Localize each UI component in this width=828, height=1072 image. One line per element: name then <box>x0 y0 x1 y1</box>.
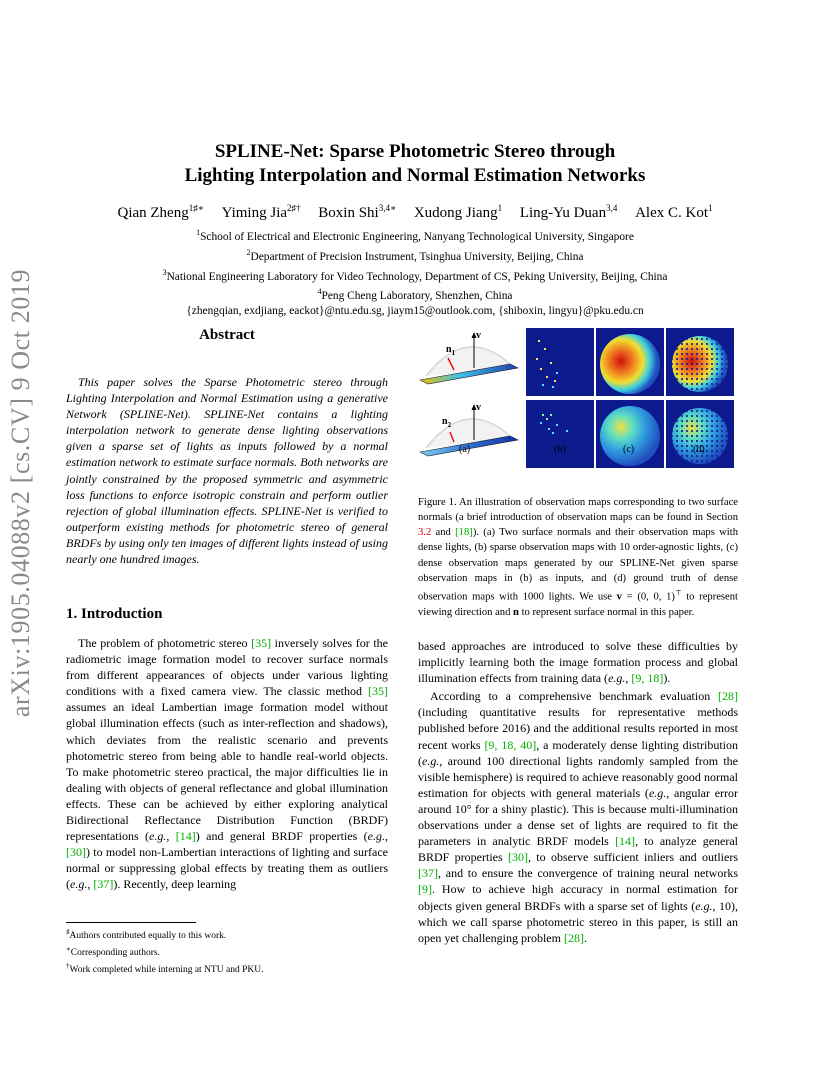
sparse-observation-map-bottom <box>526 400 594 468</box>
view-label-v: v <box>476 330 481 341</box>
dense-generated-map-top <box>596 328 664 396</box>
citation-link[interactable]: [9, 18, 40] <box>484 737 537 752</box>
author: Ling-Yu Duan$^{3,4}$ <box>519 203 618 221</box>
view-label-v2: v <box>476 402 481 413</box>
author-emails: {zhengqian, exdjiang, eackot}@ntu.edu.sg, jiaym15@outlook.com, {shiboxin, lingyu}@pku.edu.cn <box>186 305 644 318</box>
figure-1-caption: Figure 1. An illustration of observation maps corresponding to two surface normals (a brief introduction of observation maps can be found in Section 3.2 and [18]). (a) Two surface normals and their observation maps with dense lights, (b) sparse observation maps with 10 order-agnostic lights, (c) dense observation maps generated by our SPLINE-Net given sparse observation maps in (b) as inputs, and (d) ground truth of dense observation maps with 1000 lights. We use v = (0, 0, 1)⊤ to represent viewing direction and n to represent surface normal in this paper. <box>418 496 738 619</box>
author: Yiming Jia$^{2♯\dagger}$ <box>221 203 301 221</box>
citation-link[interactable]: [14] <box>615 834 636 849</box>
ground-truth-map-bottom <box>666 400 734 468</box>
intro-paragraph-continued: based approaches are introduced to solve these difficulties by implicitly learning both the image formation process and global illumination effects from training data (e.g., [9, 18]). <box>418 639 738 686</box>
citation-link[interactable]: [37] <box>418 866 438 881</box>
normal-label-n1: $n_1$ <box>446 344 456 357</box>
author-list <box>60 203 770 222</box>
figure-sublabel-c: (c) <box>623 444 635 455</box>
citation-link[interactable]: [37] <box>93 877 114 892</box>
abstract-text: This paper solves the Sparse Photometric stereo through Lighting Interpolation and Normal Estimation using a generative Network (SPLINE-Net). SPLINE-Net contains a lighting interpolation network to generate dense lighting observations given a sparse set of lights as inputs followed by a normal estimation network to estimate surface normals. Both networks are jointly constrained by the proposed symmetric and asymmetric loss functions to enforce isotropic constrain and perform outlier rejection of global illumination effects. SPLINE-Net is verified to outperform existing methods for photometric stereo of general BRDFs by using only ten images of different lights instead of using nearly one hundred images. <box>66 375 388 567</box>
figure-1 <box>418 328 738 478</box>
intro-paragraph-2: According to a comprehensive benchmark evaluation [28] (including quantitative results for representative methods published before 2016) and the additional results reported in most recent works [9, 18, 40], a moderately dense lighting distribution (e.g., around 100 directional lights randomly sampled from the visible hemisphere) is required to achieve reasonably good normal estimation for objects with general materials (e.g., angular error around 10° for a shiny plastic). This is because multi-illumination observations under a dense set of lights are required to fit the parameters in analytic BRDF models [14], to analyze general BRDF properties [30], to observe sufficient inliers and outliers [37], and to ensure the convergence of training neural networks [9]. How to achieve high accuracy in normal estimation for objects given general BRDFs with a sparse set of lights (e.g., 10), which we call sparse photometric stereo in this paper, is still an open yet challenging problem [28]. <box>418 689 739 945</box>
abstract-heading: Abstract <box>199 327 255 343</box>
affiliation: $^4$Peng Cheng Laboratory, Shenzhen, China <box>317 287 513 303</box>
citation-link[interactable]: [30] <box>507 850 528 865</box>
intro-paragraph-1: The problem of photometric stereo [35] inversely solves for the radiometric image formation model to recover surface normals from different appearances of objects under various lighting conditions with a fixed camera view. The classic method [35] assumes an ideal Lambertian image formation model without global illumination effects (such as inter-reflection and shadows), which deviates from the realistic scenario and prevents photometric stereo from being able to handle real-world objects. To make photometric stereo practical, the major difficulties lie in dealing with objects of general reflectance and global illumination effects. These can be achieved by either exploring analytical Bidirectional Reflectance Distribution Function (BRDF) representations (e.g., [14]) and general BRDF properties (e.g., [30]) to model non-Lambertian interactions of lighting and surface normal or suppressing global effects by treating them as outliers (e.g., [37]). Recently, deep learning <box>66 636 389 892</box>
citation-link[interactable]: [35] <box>368 684 388 699</box>
ground-truth-map-top <box>666 328 734 396</box>
citation-link[interactable]: [35] <box>251 636 272 650</box>
footnote: ♯Authors contributed equally to this work. <box>66 928 227 942</box>
figure-sublabel-d: (d) <box>693 444 705 455</box>
paper-title <box>120 140 710 188</box>
affiliation: $^1$School of Electrical and Electronic Engineering, Nanyang Technological University, Singapore <box>196 228 634 243</box>
footnote: ∗Corresponding authors. <box>66 945 160 959</box>
dense-generated-map-bottom <box>596 400 664 468</box>
right-column-body <box>418 638 738 946</box>
citation-link[interactable]: [30] <box>66 845 86 860</box>
intro-heading: 1. Introduction <box>66 606 163 622</box>
citation-link[interactable]: [18] <box>455 527 473 539</box>
footnote-rule <box>66 922 196 923</box>
author: Boxin Shi$^{3,4∗}$ <box>318 203 397 221</box>
figure-sublabel-a: (a) <box>459 444 471 455</box>
figure-sublabel-b: (b) <box>554 444 566 455</box>
citation-link[interactable]: [28] <box>718 689 738 704</box>
footnotes <box>66 926 263 977</box>
affiliation: $^3$National Engineering Laboratory for Video Technology, Department of CS, Peking University, Beijing, China <box>162 267 668 283</box>
author: Qian Zheng$^{1♯∗}$ <box>117 203 204 221</box>
arxiv-stamp-text: arXiv:1905.04088v2 [cs.CV] 9 Oct 2019 <box>6 268 35 718</box>
left-column-body <box>66 635 388 893</box>
normal-label-n2: $n_2$ <box>442 416 452 429</box>
citation-link[interactable]: [9] <box>418 882 432 897</box>
citation-link[interactable]: [28] <box>563 930 584 945</box>
citation-link[interactable]: [14] <box>175 829 196 844</box>
title-line-2: Lighting Interpolation and Normal Estimation Networks <box>184 165 646 186</box>
arxiv-stamp <box>1 268 41 718</box>
hemisphere-diagram-top <box>418 328 520 390</box>
title-line-1: SPLINE-Net: Sparse Photometric Stereo through <box>214 141 616 162</box>
citation-link[interactable]: [9, 18] <box>631 671 664 686</box>
citation-link[interactable]: 3.2 <box>418 527 432 539</box>
footnote: †Work completed while interning at NTU and PKU. <box>66 962 264 976</box>
author: Xudong Jiang$^1$ <box>413 203 503 221</box>
affiliation-list <box>60 225 770 319</box>
sparse-observation-map-top <box>526 328 594 396</box>
author: Alex C. Kot$^1$ <box>635 203 713 221</box>
affiliation: $^2$Department of Precision Instrument, Tsinghua University, Beijing, China <box>246 247 584 263</box>
